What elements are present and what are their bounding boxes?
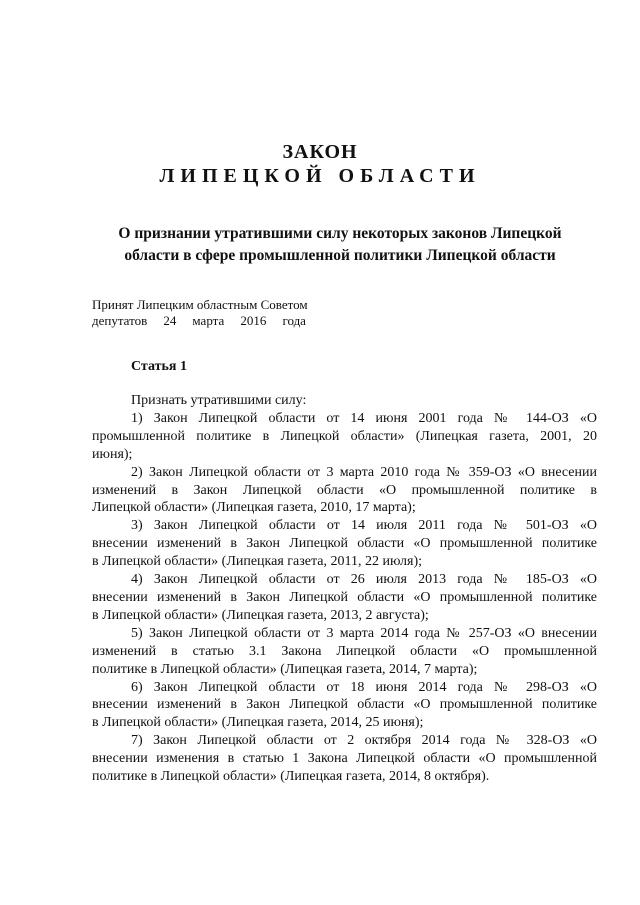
adoption-line-1: Принят Липецким областным Советом — [92, 297, 308, 312]
article-title: Статья 1 — [131, 359, 187, 374]
list-item — [92, 732, 597, 786]
list-item — [92, 464, 597, 518]
list-item-line: внесении изменений в Закон Липецкой области «О промышленной политике — [92, 536, 597, 552]
list-item — [92, 517, 597, 571]
list-item — [92, 571, 597, 625]
list-item-line: в Липецкой области» (Липецкая газета, 2014, 25 июня); — [92, 715, 424, 731]
list-item-line: изменений в Закон Липецкой области «О промышленной политике в — [92, 482, 597, 498]
list-item — [92, 625, 597, 679]
list-item-line: 2) Закон Липецкой области от 3 марта 2010 года № 359-ОЗ «О внесении — [131, 464, 597, 480]
law-title: ЗАКОН — [282, 141, 358, 163]
heading-line: области в сфере промышленной политики Липецкой области — [124, 247, 556, 264]
list-item-line: промышленной политике в Липецкой области» (Липецкая газета, 2001, 20 — [92, 428, 597, 444]
adoption-month: марта — [192, 313, 225, 328]
adoption-line-2 — [92, 313, 306, 329]
repealed-laws-list — [92, 410, 597, 786]
list-item-line: внесении изменений в Закон Липецкой области «О промышленной политике — [92, 589, 597, 605]
list-item-line: 6) Закон Липецкой области от 18 июня 2014 года № 298-ОЗ «О — [131, 679, 597, 695]
list-item — [92, 679, 597, 733]
list-item-line: изменений в статью 3.1 Закона Липецкой области «О промышленной — [92, 643, 597, 659]
list-item-line: внесении изменения в статью 1 Закона Липецкой области «О промышленной — [92, 751, 597, 767]
heading-line: О признании утратившими силу некоторых законов Липецкой — [118, 225, 562, 242]
list-item-line: в Липецкой области» (Липецкая газета, 2011, 22 июля); — [92, 554, 423, 570]
list-item-line: политике в Липецкой области» (Липецкая газета, 2014, 8 октября). — [92, 769, 490, 785]
law-heading — [60, 223, 620, 267]
list-item-line: внесении изменений в Закон Липецкой области «О промышленной политике — [92, 697, 597, 713]
list-item-line: 3) Закон Липецкой области от 14 июля 2011 года № 501-ОЗ «О — [131, 518, 597, 534]
list-item-line: 7) Закон Липецкой области от 2 октября 2014 года № 328-ОЗ «О — [131, 733, 597, 749]
list-item-line: 4) Закон Липецкой области от 26 июля 2013 года № 185-ОЗ «О — [131, 572, 597, 588]
adoption-day: 24 — [163, 313, 177, 328]
adoption-year: 2016 — [240, 313, 267, 328]
adoption-note — [92, 297, 322, 329]
list-item-line: июня); — [92, 446, 133, 462]
list-item-line: 5) Закон Липецкой области от 3 марта 2014 года № 257-ОЗ «О внесении — [131, 625, 597, 641]
list-item-line: Липецкой области» (Липецкая газета, 2010, 17 марта); — [92, 500, 416, 516]
list-item-line: политике в Липецкой области» (Липецкая газета, 2014, 7 марта); — [92, 661, 478, 677]
article-intro: Признать утратившими силу: — [131, 393, 307, 408]
article-body — [92, 392, 597, 786]
adoption-word: депутатов — [92, 313, 148, 328]
list-item-line: в Липецкой области» (Липецкая газета, 2013, 2 августа); — [92, 607, 429, 623]
adoption-word: года — [282, 313, 306, 328]
list-item-line: 1) Закон Липецкой области от 14 июня 2001 года № 144-ОЗ «О — [131, 410, 597, 426]
list-item — [92, 410, 597, 464]
law-region-title: ЛИПЕЦКОЙ ОБЛАСТИ — [159, 165, 481, 187]
